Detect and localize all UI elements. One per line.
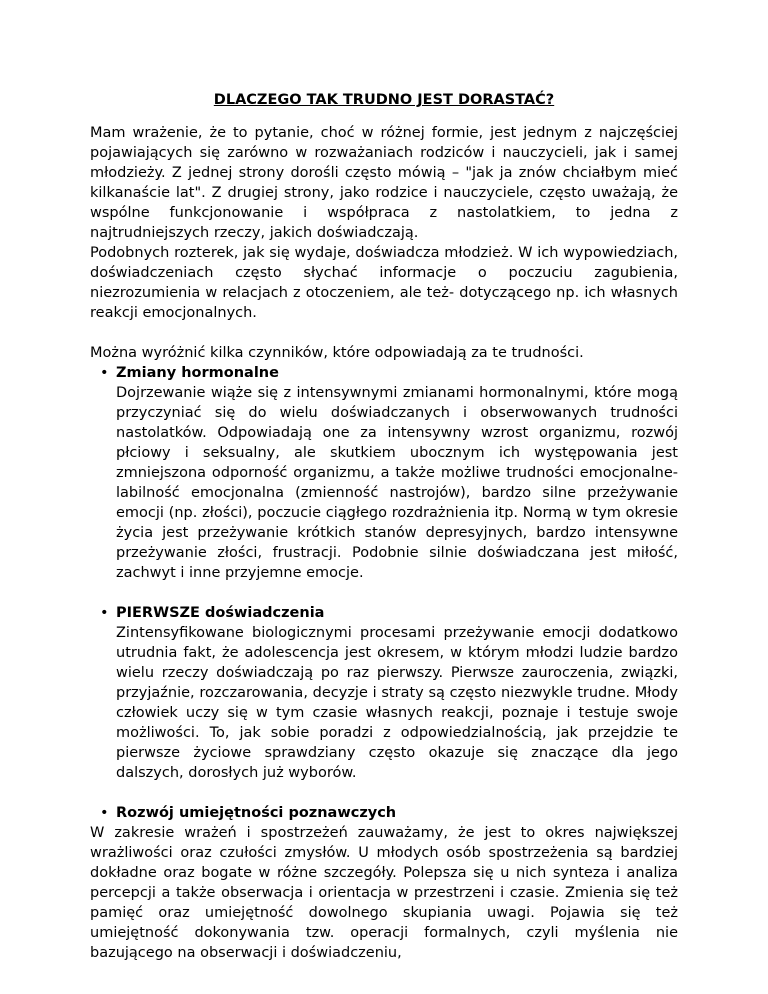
intro-paragraph-1: Mam wrażenie, że to pytanie, choć w różnej formie, jest jednym z najczęściej pojawiających się zarówno w rozważaniach rodziców i nauczycieli, jak i samej młodzieży. Z jednej strony dorośli często mówią – "jak ja znów chciałbym mieć kilkanaście lat". Z drugiej strony, jako rodzice i nauczyciele, często uważają, że wspólne funkcjonowanie i współpraca z nastolatkiem, to jedna z najtrudniejszych rzeczy, jakich doświadczają. xyxy=(90,125,678,241)
section-heading: Zmiany hormonalne xyxy=(116,365,279,381)
bullet-icon: • xyxy=(100,365,109,381)
spacer xyxy=(90,323,678,343)
lead-paragraph: Można wyróżnić kilka czynników, które odpowiadają za te trudności. xyxy=(90,345,584,361)
document-title: DLACZEGO TAK TRUDNO JEST DORASTAĆ? xyxy=(213,92,555,108)
section-text: Dojrzewanie wiąże się z intensywnymi zmianami hormonalnymi, które mogą przyczyniać się do wielu doświadczanych i obserwowanych trudności nastolatków. Odpowiadają one za intensywny wzrost organizmu, rozwój płciowy i seksualny, ale skutkiem ubocznym ich występowania jest zmniejszona odporność organizmu, a także możliwe trudności emocjonalne- labilność emocjonalna (zmienność nastrojów), bardzo silne przeżywanie emocji (np. złości), poczucie ciągłego rozdrażnienia itp. Normą w tym okresie życia jest przeżywanie krótkich stanów depresyjnych, bardzo intensywne przeżywanie złości, frustracji. Podobnie silnie doświadczana jest miłość, zachwyt i inne przyjemne emocje. xyxy=(116,385,678,581)
bullet-icon: • xyxy=(100,605,109,621)
section-text: W zakresie wrażeń i spostrzeżeń zauważamy, że jest to okres największej wrażliwości oraz czułości zmysłów. U młodych osób spostrzeżenia są bardziej dokładne oraz bogate w różne szczegóły. Polepsza się u nich synteza i analiza percepcji a także obserwacja i orientacja w przestrzeni i czasie. Zmienia się też pamięć oraz umiejętność dowolnego skupiania uwagi. Pojawia się też umiejętność dokonywania tzw. operacji formalnych, czyli myślenia nie bazującego na obserwacji i doświadczeniu, xyxy=(90,825,678,961)
spacer xyxy=(90,783,678,803)
section-hormones xyxy=(90,363,678,583)
section-text: Zintensyfikowane biologicznymi procesami przeżywanie emocji dodatkowo utrudnia fakt, że adolescencja jest okresem, w którym młodzi ludzie bardzo wielu rzeczy doświadczają po raz pierwszy. Pierwsze zauroczenia, związki, przyjaźnie, rozczarowania, decyzje i straty są często niezwykle trudne. Młody człowiek uczy się w tym czasie własnych reakcji, poznaje i testuje swoje możliwości. To, jak sobie poradzi z odpowiedzialnością, jak przejdzie te pierwsze życiowe sprawdziany często okazuje się znaczące dla jego dalszych, dorosłych już wyborów. xyxy=(116,625,678,781)
section-heading: Rozwój umiejętności poznawczych xyxy=(116,805,397,821)
intro-paragraph-2: Podobnych rozterek, jak się wydaje, doświadcza młodzież. W ich wypowiedziach, doświadczeniach często słychać informacje o poczuciu zagubienia, niezrozumienia w relacjach z otoczeniem, ale też- dotyczącego np. ich własnych reakcji emocjonalnych. xyxy=(90,245,678,321)
section-first-experiences xyxy=(90,603,678,783)
section-heading: PIERWSZE doświadczenia xyxy=(116,605,325,621)
spacer xyxy=(90,583,678,603)
document-page xyxy=(90,90,678,963)
section-cognitive xyxy=(90,803,678,963)
bullet-icon: • xyxy=(100,805,109,821)
